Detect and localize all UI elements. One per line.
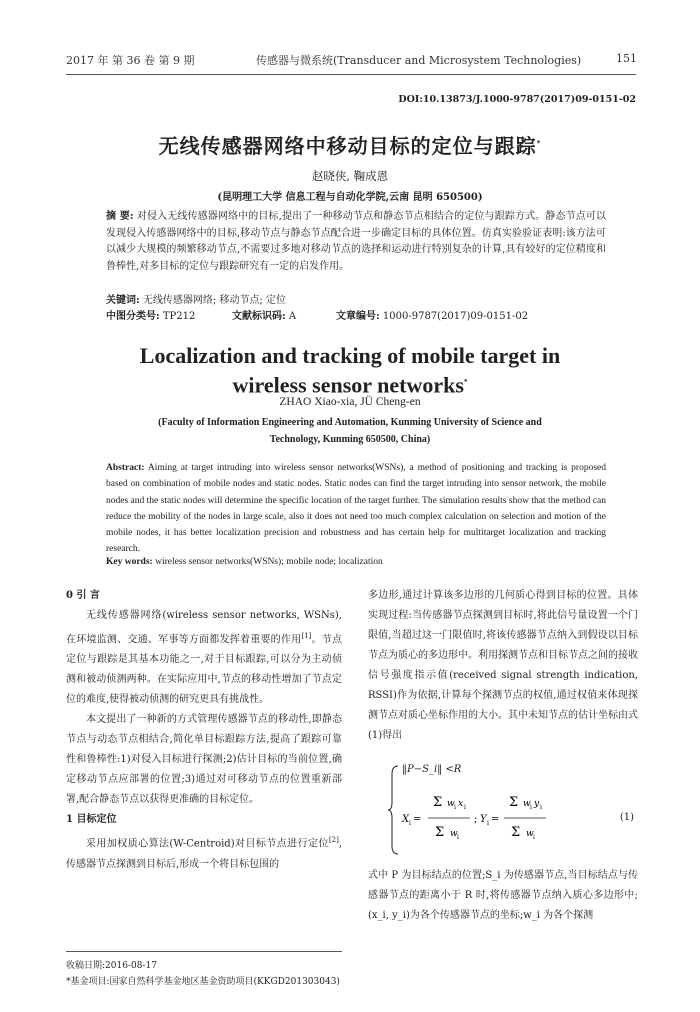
svg-text:w: w <box>523 799 531 809</box>
svg-text:w: w <box>447 799 455 809</box>
svg-text:i: i <box>464 804 466 811</box>
cn-authors: 赵晓侠, 鞠成恩 <box>311 169 389 183</box>
paragraph-intro-1: 无线传感器网络(wireless sensor networks, WSNs),在环境监测、交通、军事等方面都发挥着重要的作用[1]。节点定位与跟踪是其基本功能之一,对于目标跟踪,可以分为主动侦测和被动侦测两种。在实际应用中,节点的移动性增加了节点定位的难度,使得被动侦测的研究更具有挑战性。 <box>66 610 343 706</box>
svg-text:=: = <box>491 814 500 825</box>
cn-title: 无线传感器网络中移动目标的定位与跟踪* <box>158 134 542 158</box>
section-1-title: 1 目标定位 <box>66 814 117 826</box>
cn-abstract-label: 摘 要: <box>106 211 134 222</box>
header-journal: 传感器与微系统(Transducer and Microsystem Technologies) <box>256 54 582 67</box>
svg-text:y: y <box>534 799 540 809</box>
footnote-rule <box>66 951 342 952</box>
section-0-title: 0 引 言 <box>66 590 100 601</box>
cn-article-number: 文章编号: 1000-9787(2017)09-0151-02 <box>336 311 529 322</box>
svg-text:X: X <box>402 814 410 825</box>
svg-text:w: w <box>526 829 534 839</box>
equation-brace <box>388 762 638 858</box>
svg-text:x: x <box>458 799 464 809</box>
svg-text:;: ; <box>474 814 478 825</box>
cn-abstract <box>106 209 606 275</box>
equation-number: (1) <box>619 812 634 823</box>
svg-text:Σ: Σ <box>433 795 443 810</box>
en-keywords: Key words: wireless sensor networks(WSNs); mobile node; localization <box>106 557 383 567</box>
cn-clc: 中图分类号: TP212 <box>106 311 196 322</box>
en-title: Localization and tracking of mobile target in wireless sensor networks* <box>139 343 561 398</box>
footnote-fund: *基金项目:国家自然科学基金地区基金资助项目(KKGD201303043) <box>66 977 340 987</box>
svg-text:i: i <box>457 834 459 841</box>
svg-text:i: i <box>530 804 532 811</box>
equation-1 <box>388 762 638 858</box>
paragraph-intro-2: 本文提出了一种新的方式管理传感器节点的移动性,即静态节点与动态节点相结合,简化单目标跟踪方法,提高了跟踪可靠性和鲁棒性:1)对侵入目标进行探测;2)估计目标的当前位置,确定移动节点应部署的位置;3)通过对可移动节点的位置重新部署,配合静态节点以获得更准确的目标定位。 <box>66 714 342 806</box>
svg-text:Σ: Σ <box>511 825 521 840</box>
footnote-received: 收稿日期:2016-08-17 <box>66 961 157 971</box>
doi: DOI:10.13873/J.1000-9787(2017)09-0151-02 <box>398 94 636 105</box>
equation-condition: ‖P−S_i‖ <R <box>402 764 462 775</box>
svg-text:=: = <box>413 814 422 825</box>
paragraph-where: 式中 P 为目标结点的位置;S_i 为传感器节点,当目标结点与传感器节点的距离小于 R 时,将传感器节点纳入质心多边形中;(x_i, y_i)为各个传感器节点的坐标;w_i 为各个探测 <box>368 870 638 921</box>
svg-text:i: i <box>409 820 411 827</box>
cn-doc-code: 文献标识码: A <box>232 311 297 322</box>
svg-text:i: i <box>487 820 489 827</box>
cn-abstract-text: 对侵入无线传感器网络中的目标,提出了一种移动节点和静态节点相结合的定位与跟踪方式。静态节点可以发现侵入传感器网络中的目标,移动节点与静态节点配合进一步确定目标的具体位置。仿真实验验证表明:该方法可以减少大规模的频繁移动节点,不需要过多地对移动节点的选择和运动进行特别复杂的计算,具有较好的定位精度和鲁棒性,对多目标的定位与跟踪研究有一定的启发作用。 <box>106 211 606 272</box>
paragraph-centroid: 多边形,通过计算该多边形的几何质心得到目标的位置。具体实现过程:当传感器节点探测到目标时,将此信号量设置一个门限值,当超过这一门限值时,将该传感器节点纳入到假设以目标节点为质心的多边形中。利用探测节点和目标节点之间的接收信号强度指示值(received signal strength indication, RSSI)作为依据,计算每个探测节点的权值,通过权值来体现探测节点对质心坐标作用的大小。其中未知节点的估计坐标由式(1)得出 <box>368 590 638 741</box>
svg-text:i: i <box>533 834 535 841</box>
header-rule <box>66 74 636 75</box>
svg-text:Σ: Σ <box>435 825 445 840</box>
svg-text:i: i <box>454 804 456 811</box>
header-issue: 2017 年 第 36 卷 第 9 期 <box>66 54 195 67</box>
svg-text:i: i <box>540 804 542 811</box>
body-left-column <box>66 586 342 875</box>
en-authors: ZHAO Xiao-xia, JÜ Cheng-en <box>279 396 421 408</box>
cn-affiliation: (昆明理工大学 信息工程与自动化学院,云南 昆明 650500) <box>217 192 483 203</box>
svg-text:Σ: Σ <box>509 795 519 810</box>
body-right-column <box>368 586 638 746</box>
svg-text:w: w <box>450 829 458 839</box>
en-abstract: Abstract: Aiming at target intruding into wireless sensor networks(WSNs), a method of positioning and tracking is proposed based on combination of mobile nodes and static nodes. Static nodes can find the target intruding into sensor network, the mobile nodes and the static nodes will determine the specific location of the target further. The simulation results show that the method can reduce the mobility of the nodes in large scale, also it does not need too much complex calculation on selection and motion of the mobile nodes, it has better localization precision and robustness and has certain help for multitarget localization and tracking research. <box>106 463 607 555</box>
svg-text:Y: Y <box>480 814 487 825</box>
paragraph-localization: 采用加权质心算法(W-Centroid)对目标节点进行定位[2],传感器节点探测到目标后,形成一个将目标包围的 <box>66 836 342 870</box>
cn-keywords: 关键词: 无线传感器网络; 移动节点; 定位 <box>106 295 286 306</box>
en-affiliation: (Faculty of Information Engineering and Automation, Kunming University of Science and Technology, Kunming 650500, China) <box>158 417 542 445</box>
header-page-number: 151 <box>616 52 637 65</box>
